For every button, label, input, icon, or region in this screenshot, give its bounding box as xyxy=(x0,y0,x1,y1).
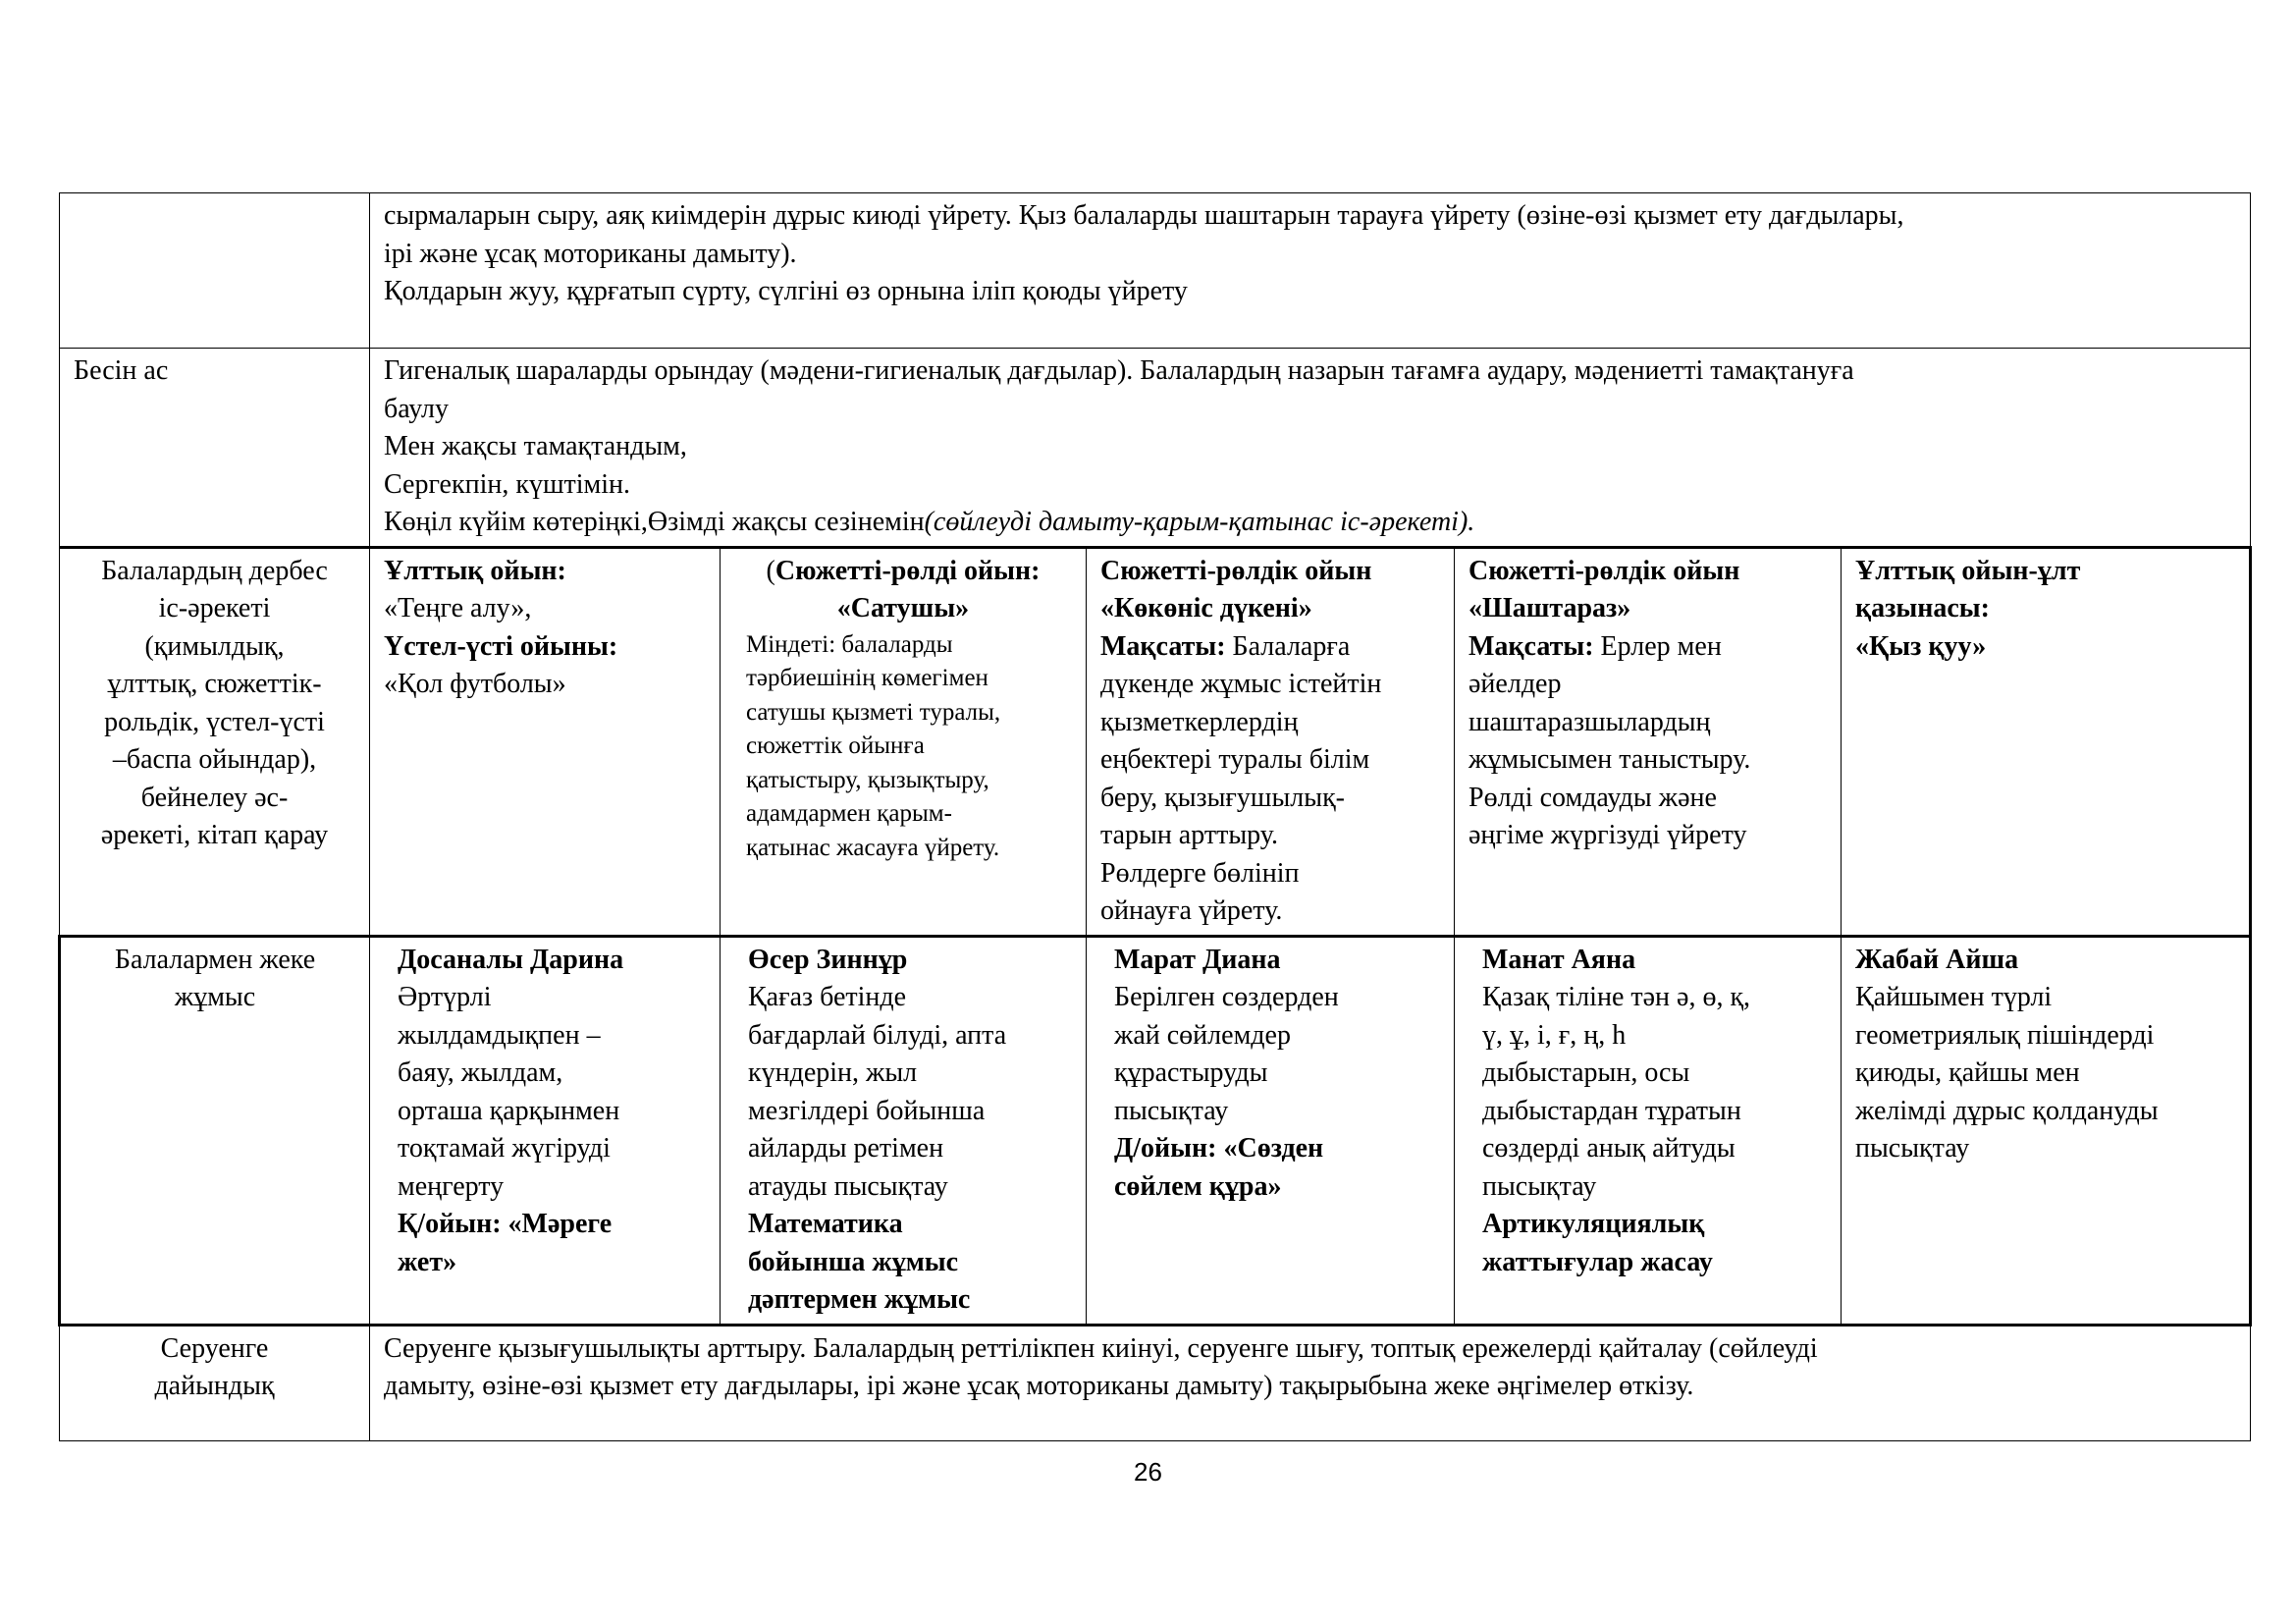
text-line: пысықтау xyxy=(1855,1133,1970,1164)
child-name: Жабай Айша xyxy=(1855,944,2019,975)
national-game-heading: қазынасы: xyxy=(1855,593,1990,623)
game-line: жет» xyxy=(398,1246,457,1277)
national-game-heading: Ұлттық ойын-ұлт xyxy=(1855,555,2081,586)
text-line: Рөлдерге бөлініп xyxy=(1100,857,1300,889)
table-row xyxy=(60,1325,2251,1440)
label-line: рольдік, үстел-үсті xyxy=(104,706,325,737)
game-line: Д/ойын: «Сөзден xyxy=(1114,1133,1324,1164)
game-title: «Шаштараз» xyxy=(1468,593,1631,623)
text-line: сатушы қызметі туралы, xyxy=(746,698,1001,726)
mood-text: Көңіл күйім көтеріңкі,Өзімді жақсы сезінемін xyxy=(384,507,925,537)
role-game-label: Сюжетті-рөлді ойын: xyxy=(774,555,1041,586)
label-line: Серуенге xyxy=(160,1332,269,1364)
text-line: қатынас жасауға үйрету. xyxy=(746,834,1000,861)
row-label-cell xyxy=(60,349,370,548)
row-label-cell xyxy=(60,547,370,936)
goal-label: Мақсаты: xyxy=(1468,630,1594,662)
goal-line xyxy=(1100,628,1440,667)
text-line: пысықтау xyxy=(1482,1170,1597,1202)
text-line: қиюды, қайшы мен xyxy=(1855,1057,2080,1088)
text-line: желімді дұрыс қолдануды xyxy=(1855,1095,2159,1126)
text-line: Қазақ тіліне тән ә, ө, қ, xyxy=(1482,982,1751,1012)
text-line: Рөлді сомдауды және xyxy=(1468,782,1717,813)
goal-text: Ерлер мен xyxy=(1593,630,1722,662)
game-title: «Қыз қуу» xyxy=(1855,630,1987,662)
text-line: қызметкерлердің xyxy=(1100,706,1299,737)
text-line: Сергекпін, күштімін. xyxy=(384,468,631,500)
continuation-content-cell xyxy=(370,193,2251,349)
text-line: ү, ұ, і, ғ, ң, һ xyxy=(1482,1019,1627,1051)
text-line xyxy=(384,504,2236,542)
row-label-cell xyxy=(60,193,370,349)
goal-text: Балаларға xyxy=(1225,630,1351,662)
text-line: Әртүрлі xyxy=(398,982,492,1012)
label-line: (қимылдық, xyxy=(144,630,285,662)
activity-cell-4 xyxy=(1455,547,1842,936)
child-name: Досаналы Дарина xyxy=(398,944,624,975)
text-line: геометриялық пішіндерді xyxy=(1855,1019,2155,1051)
text-line: дыбыстардан тұратын xyxy=(1482,1095,1741,1126)
child-name: Марат Диана xyxy=(1114,944,1281,975)
row-label-cell xyxy=(60,936,370,1325)
text-line: атауды пысықтау xyxy=(748,1170,948,1202)
role-game-heading: Сюжетті-рөлдік ойын xyxy=(1100,555,1372,586)
table-game-heading: Үстел-үсті ойыны: xyxy=(384,630,618,662)
text-line: күндерін, жыл xyxy=(748,1057,918,1088)
page-number: 26 xyxy=(1134,1457,1162,1487)
goal-label: Мақсаты: xyxy=(1100,630,1226,662)
activity-note: (сөйлеуді дамыту-қарым-қатынас іс-әрекеті). xyxy=(924,507,1475,537)
exercise-line: жаттығулар жасау xyxy=(1482,1246,1713,1277)
text-line: ірі және ұсақ моториканы дамыту). xyxy=(384,238,797,269)
game-title: «Қол футболы» xyxy=(384,669,566,699)
text-line: Серуенге қызығушылықты арттыру. Балалардың реттілікпен киінуі, серуенге шығу, топтық ережелерді қайталау (сөйлеуді xyxy=(384,1332,1818,1364)
activity-cell-1 xyxy=(370,547,721,936)
game-title: «Сатушы» xyxy=(836,593,970,623)
text-line: адамдармен қарым- xyxy=(746,800,952,827)
text-line: Қайшымен түрлі xyxy=(1855,982,2053,1012)
text-line: дамыту, өзіне-өзі қызмет ету дағдылары, ірі және ұсақ моториканы дамыту) тақырыбына жеке әңгімелер өткізу. xyxy=(384,1371,1694,1401)
text-line: Міндеті: балаларды xyxy=(746,630,953,658)
text-line: қатыстыру, қызықтыру, xyxy=(746,766,989,793)
role-game-heading xyxy=(734,553,1072,591)
text-line: құрастыруды xyxy=(1114,1057,1268,1088)
text-line: әңгіме жүргізуді үйрету xyxy=(1468,820,1747,850)
individual-work-cell-3 xyxy=(1087,936,1455,1325)
label-line: Балалармен жеке xyxy=(114,944,316,975)
text-line: Гигеналық шараларды орындау (мәдени-гигиеналық дағдылар). Балалардың назарын тағамға аудару, мәдениетті тамақтануға xyxy=(384,355,1854,386)
task-line: дәптермен жұмыс xyxy=(748,1284,971,1315)
activity-cell-5 xyxy=(1842,547,2251,936)
text-line: Берілген сөздерден xyxy=(1114,982,1339,1012)
task-line: бойынша жұмыс xyxy=(748,1246,959,1277)
table-row xyxy=(60,193,2251,349)
text-line: тарын арттыру. xyxy=(1100,820,1278,850)
text-line: Қағаз бетінде xyxy=(748,982,907,1012)
text-line: меңгерту xyxy=(398,1170,505,1202)
label-line: дайындық xyxy=(154,1371,275,1401)
text-line: еңбектері туралы білім xyxy=(1100,744,1370,775)
label-line: іс-әрекеті xyxy=(158,593,271,623)
label-line: Балалардың дербес xyxy=(101,555,328,586)
label-line: –баспа ойындар), xyxy=(112,744,317,775)
text-line: Мен жақсы тамақтандым, xyxy=(384,431,687,461)
text-line: дүкенде жұмыс істейтін xyxy=(1100,669,1382,699)
text-line: айларды ретімен xyxy=(748,1133,944,1164)
daily-plan-table xyxy=(58,192,2252,1441)
text-line: Қолдарын жуу, құрғатып сүрту, сүлгіні өз орнына іліп қоюды үйрету xyxy=(384,276,1188,306)
text-line: орташа қарқынмен xyxy=(398,1095,620,1126)
text-line: сюжеттік ойынға xyxy=(746,732,925,759)
text-line: сырмаларын сыру, аяқ киімдерін дұрыс киюді үйрету. Қыз балаларды шаштарын тарауға үйрету (өзіне-өзі қызмет ету дағдылары, xyxy=(384,200,1904,231)
label-line: жұмыс xyxy=(174,982,256,1012)
row-label-afternoon-snack: Бесін ас xyxy=(74,355,169,386)
text-line: сөздерді анық айтуды xyxy=(1482,1133,1735,1164)
exercise-line: Артикуляциялық xyxy=(1482,1209,1705,1239)
table-row xyxy=(60,349,2251,548)
game-objective xyxy=(734,628,1072,866)
activity-cell-2 xyxy=(721,547,1087,936)
national-game-heading: Ұлттық ойын: xyxy=(384,555,566,586)
text-line: әйелдер xyxy=(1468,669,1562,699)
text-line: ойнауға үйрету. xyxy=(1100,895,1283,926)
text-line: жылдамдықпен – xyxy=(398,1019,601,1051)
text-line: тәрбиешінің көмегімен xyxy=(746,665,988,691)
individual-work-cell-4 xyxy=(1455,936,1842,1325)
text-line: жай сөйлемдер xyxy=(1114,1019,1291,1051)
individual-work-cell-1 xyxy=(370,936,721,1325)
text-line: шаштаразшылардың xyxy=(1468,706,1711,737)
text-line: дыбыстарын, осы xyxy=(1482,1057,1690,1088)
game-title: «Теңге алу», xyxy=(384,593,532,623)
game-line: Қ/ойын: «Мәреге xyxy=(398,1209,613,1239)
afternoon-snack-content-cell xyxy=(370,349,2251,548)
text-line: бағдарлай білуді, апта xyxy=(748,1019,1007,1051)
game-line: сөйлем құра» xyxy=(1114,1170,1282,1202)
text-line: тоқтамай жүгіруді xyxy=(398,1133,611,1164)
paren: ( xyxy=(766,555,775,586)
individual-work-cell-2 xyxy=(721,936,1087,1325)
activity-cell-3 xyxy=(1087,547,1455,936)
game-title: «Көкөніс дүкені» xyxy=(1100,593,1312,623)
label-line: ұлттық, сюжеттік- xyxy=(107,669,322,699)
table-row xyxy=(60,547,2251,936)
walk-preparation-content-cell xyxy=(370,1325,2251,1440)
role-game-heading: Сюжетті-рөлдік ойын xyxy=(1468,555,1740,586)
text-line: баяу, жылдам, xyxy=(398,1057,563,1088)
text-line: пысықтау xyxy=(1114,1095,1229,1126)
goal-line xyxy=(1468,628,1827,667)
child-name: Өсер Зиннұр xyxy=(748,944,908,975)
text-line: мезгілдері бойынша xyxy=(748,1095,986,1126)
child-name: Манат Аяна xyxy=(1482,944,1636,975)
row-label-cell xyxy=(60,1325,370,1440)
text-line: баулу xyxy=(384,393,449,424)
label-line: бейнелеу әс- xyxy=(140,782,289,813)
table-row xyxy=(60,936,2251,1325)
text-line: беру, қызығушылық- xyxy=(1100,782,1345,813)
text-line: жұмысымен таныстыру. xyxy=(1468,744,1751,775)
task-line: Математика xyxy=(748,1209,903,1239)
label-line: әрекеті, кітап қарау xyxy=(100,820,329,850)
individual-work-cell-5 xyxy=(1842,936,2251,1325)
